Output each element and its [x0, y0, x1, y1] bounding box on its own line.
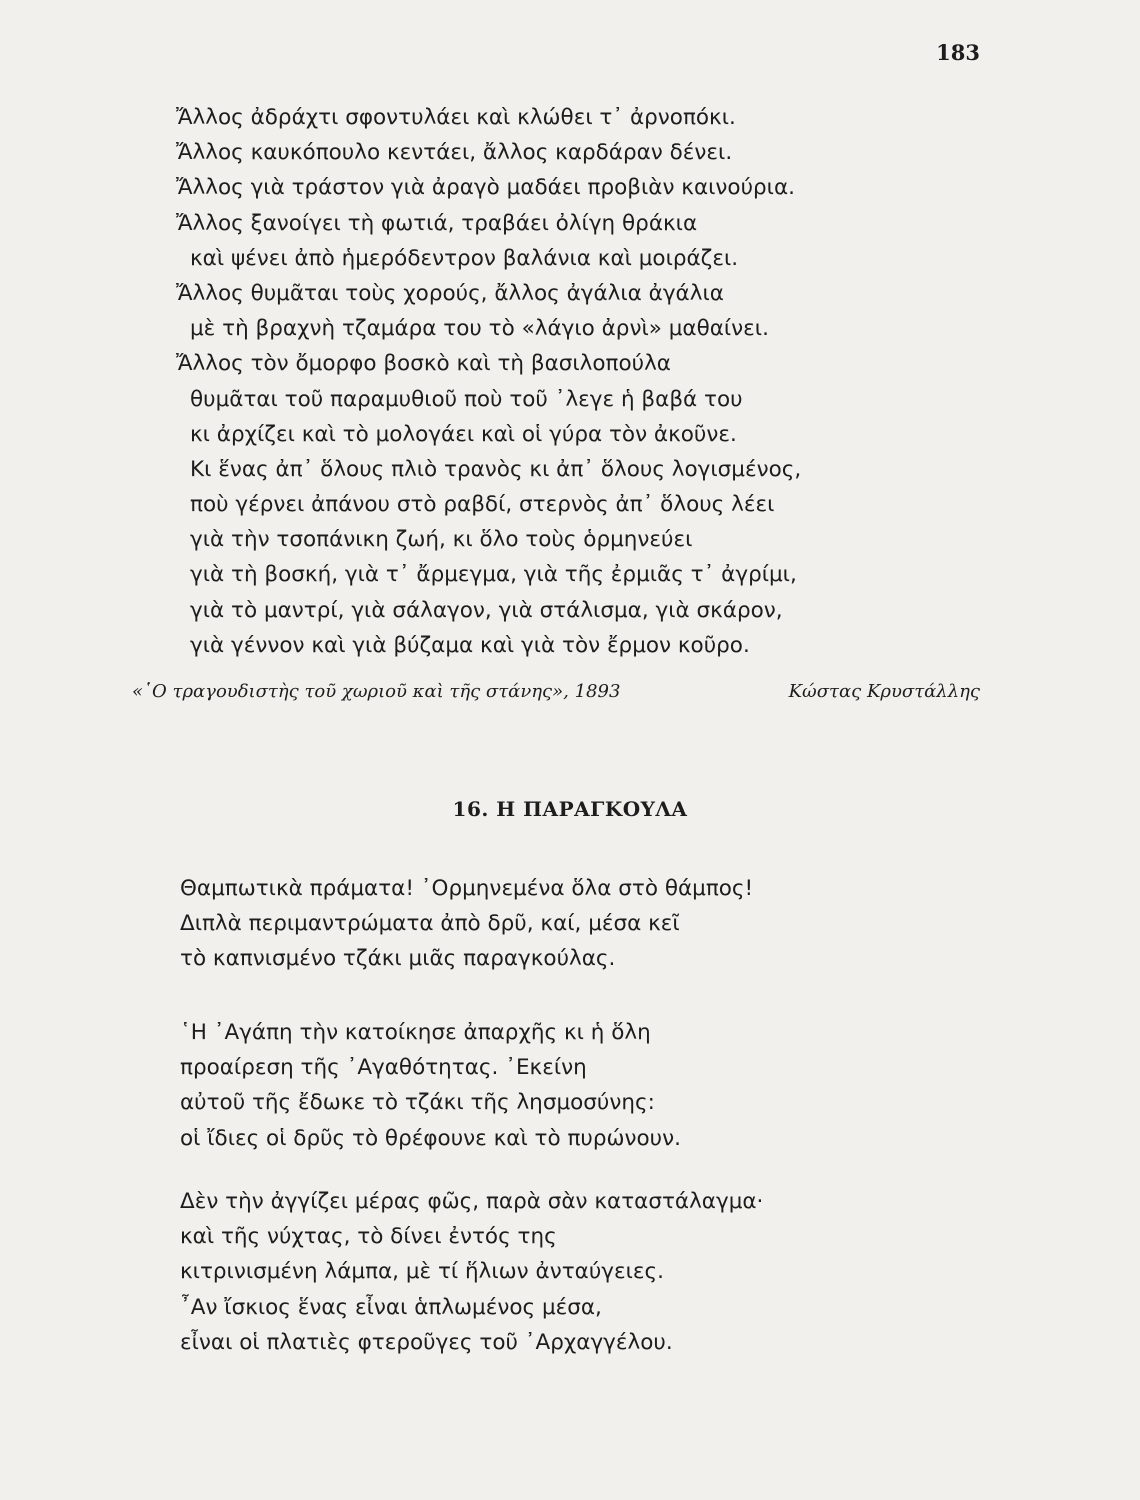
- poem-line: μὲ τὴ βραχνὴ τζαμάρα του τὸ «λάγιο ἀρνὶ» μαθαίνει.: [190, 316, 769, 342]
- poem-stanza-1: [180, 871, 940, 977]
- poem-line: Ἄλλος γιὰ τράστον γιὰ ἀραγὸ μαδάει προβιὰν καινούρια.: [176, 175, 795, 201]
- poem-line: καὶ ψένει ἀπὸ ἡμερόδεντρον βαλάνια καὶ μοιράζει.: [190, 245, 739, 271]
- poem-line: τὸ καπνισμένο τζάκι μιᾶς παραγκούλας.: [180, 946, 616, 972]
- poem-line: Ἄλλος θυμᾶται τοὺς χορούς, ἄλλος ἀγάλια ἀγάλια: [176, 280, 724, 306]
- poem-line: κι ἀρχίζει καὶ τὸ μολογάει καὶ οἱ γύρα τὸν ἀκοῦνε.: [190, 421, 737, 447]
- citation: [132, 681, 980, 707]
- poem-line: Διπλὰ περιμαντρώματα ἀπὸ δρῦ, καί, μέσα κεῖ: [180, 911, 680, 937]
- poem-line: γιὰ τὴν τσοπάνικη ζωή, κι ὅλο τοὺς ὁρμηνεύει: [190, 527, 693, 553]
- poem-line: καὶ τῆς νύχτας, τὸ δίνει ἐντός της: [180, 1224, 557, 1250]
- poem-line: ποὺ γέρνει ἀπάνου στὸ ραβδί, στερνὸς ἀπ᾿ ὅλους λέει: [190, 492, 775, 518]
- poem-line: γιὰ τὸ μαντρί, γιὰ σάλαγον, γιὰ στάλισμα, γιὰ σκάρον,: [190, 597, 783, 623]
- poem-line: Ἄλλος τὸν ὄμορφο βοσκὸ καὶ τὴ βασιλοπούλα: [176, 351, 671, 377]
- poem-line: Δὲν τὴν ἀγγίζει μέρας φῶς, παρὰ σὰν καταστάλαγμα·: [180, 1189, 764, 1214]
- poem-stanza-3: [180, 1184, 940, 1360]
- poem-line: θυμᾶται τοῦ παραμυθιοῦ ποὺ τοῦ ᾿λεγε ἡ βαβά του: [190, 386, 743, 412]
- poem-krystallis: [176, 100, 936, 663]
- citation-source: «῾Ο τραγουδιστὴς τοῦ χωριοῦ καὶ τῆς στάνης», 1893: [132, 681, 621, 702]
- citation-author: Κώστας Κρυστάλλης: [788, 681, 980, 702]
- poem-line: οἱ ἴδιες οἱ δρῦς τὸ θρέφουνε καὶ τὸ πυρώνουν.: [180, 1125, 681, 1151]
- poem-line: προαίρεση τῆς ᾿Αγαθότητας. ᾿Εκείνη: [180, 1055, 587, 1081]
- poem-line: Ἄλλος καυκόπουλο κεντάει, ἄλλος καρδάραν δένει.: [176, 140, 733, 166]
- poem-line: κιτρινισμένη λάμπα, μὲ τί ἥλιων ἀνταύγειες.: [180, 1259, 664, 1285]
- poem-line: αὐτοῦ τῆς ἔδωκε τὸ τζάκι τῆς λησμοσύνης:: [180, 1090, 655, 1116]
- poem-line: Θαμπωτικὰ πράματα! ᾿Ορμηνεμένα ὅλα στὸ θάμπος!: [180, 876, 754, 901]
- section-heading: 16. Η ΠΑΡΑΓΚΟΥΛΑ: [452, 797, 688, 821]
- poem-line: Κι ἕνας ἀπ᾿ ὅλους πλιὸ τρανὸς κι ἀπ᾿ ὅλους λογισμένος,: [190, 456, 802, 482]
- poem-line: γιὰ τὴ βοσκή, γιὰ τ᾿ ἄρμεγμα, γιὰ τῆς ἐρμιᾶς τ᾿ ἀγρίμι,: [190, 562, 797, 588]
- poem-line: εἶναι οἱ πλατιὲς φτεροῦγες τοῦ ᾿Αρχαγγέλου.: [180, 1329, 673, 1355]
- page-number: 183: [936, 40, 980, 65]
- poem-line: ῾Η ᾿Αγάπη τὴν κατοίκησε ἀπαρχῆς κι ἡ ὅλη: [180, 1020, 651, 1045]
- poem-line: γιὰ γέννον καὶ γιὰ βύζαμα καὶ γιὰ τὸν ἔρμον κοῦρο.: [190, 632, 750, 658]
- poem-line: ῏Αν ἴσκιος ἕνας εἶναι ἁπλωμένος μέσα,: [180, 1294, 602, 1320]
- poem-stanza-2: [180, 1015, 940, 1156]
- poem-line: Ἄλλος ξανοίγει τὴ φωτιά, τραβάει ὀλίγη θράκια: [176, 210, 698, 236]
- poem-line: Ἄλλος ἀδράχτι σφοντυλάει καὶ κλώθει τ᾿ ἀρνοπόκι.: [176, 105, 736, 130]
